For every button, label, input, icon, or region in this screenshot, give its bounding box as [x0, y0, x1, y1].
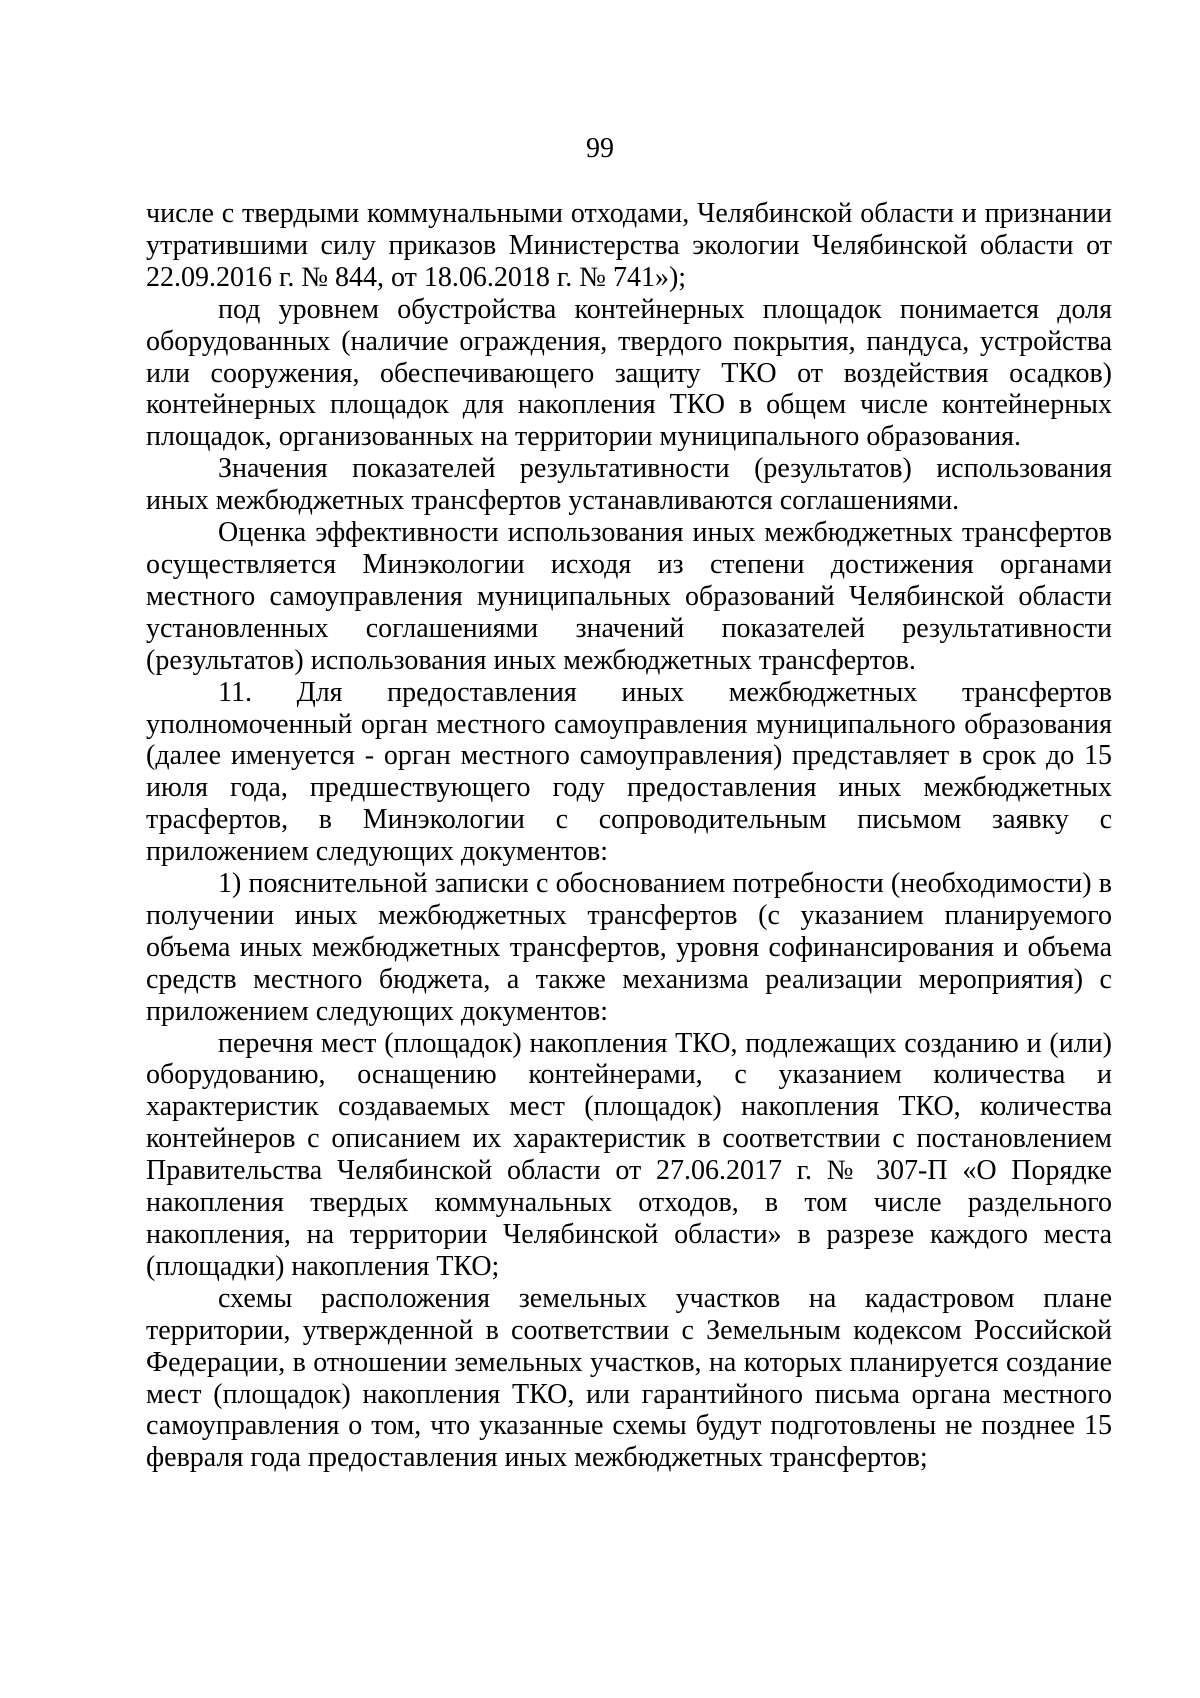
paragraph-sites-list: перечня мест (площадок) накопления ТКО, подлежащих созданию и (или) оборудованию, оснащению контейнерами, с указанием количества и характеристик создаваемых мест (площадок) накопления ТКО, количества контейнеров с описанием их характеристик в соответствии с постановлением Правительства Челябинской области от 27.06.2017 г. № 307-П «О Порядке накопления твердых коммунальных отходов, в том числе раздельного накопления, на территории Челябинской области» в разрезе каждого места (площадки) накопления ТКО;	[146, 1027, 1112, 1282]
document-body	[146, 198, 1112, 1474]
paragraph-item-11: 11. Для предоставления иных межбюджетных трансфертов уполномоченный орган местного самоуправления муниципального образования (далее именуется - орган местного самоуправления) представляет в срок до 15 июля года, предшествующего году предоставления иных межбюджетных трасфертов, в Минэкологии с сопроводительным письмом заявку с приложением следующих документов:	[146, 676, 1112, 868]
paragraph-land-plot-schemes: схемы расположения земельных участков на кадастровом плане территории, утвержденной в соответствии с Земельным кодексом Российской Федерации, в отношении земельных участков, на которых планируется создание мест (площадок) накопления ТКО, или гарантийного письма органа местного самоуправления о том, что указанные схемы будут подготовлены не позднее 15 февраля года предоставления иных межбюджетных трансфертов;	[146, 1282, 1112, 1474]
paragraph-efficiency-assessment: Оценка эффективности использования иных межбюджетных трансфертов осуществляется Минэкологии исходя из степени достижения органами местного самоуправления муниципальных образований Челябинской области установленных соглашениями значений показателей результативности (результатов) использования иных межбюджетных трансфертов.	[146, 517, 1112, 676]
paragraph-indicator-values: Значения показателей результативности (результатов) использования иных межбюджетных трансфертов устанавливаются соглашениями.	[146, 453, 1112, 517]
paragraph-continuation: числе с твердыми коммунальными отходами, Челябинской области и признании утратившими силу приказов Министерства экологии Челябинской области от 22.09.2016 г. № 844, от 18.06.2018 г. № 741»);	[146, 198, 1112, 293]
page-number: 99	[586, 133, 614, 164]
paragraph-explanatory-note: 1) пояснительной записки с обоснованием потребности (необходимости) в получении иных межбюджетных трансфертов (с указанием планируемого объема иных межбюджетных трансфертов, уровня софинансирования и объема средств местного бюджета, а также механизма реализации мероприятия) с приложением следующих документов:	[146, 868, 1112, 1027]
paragraph-container-sites-level: под уровнем обустройства контейнерных площадок понимается доля оборудованных (наличие ограждения, твердого покрытия, пандуса, устройства или сооружения, обеспечивающего защиту ТКО от воздействия осадков) контейнерных площадок для накопления ТКО в общем числе контейнерных площадок, организованных на территории муниципального образования.	[146, 293, 1112, 453]
